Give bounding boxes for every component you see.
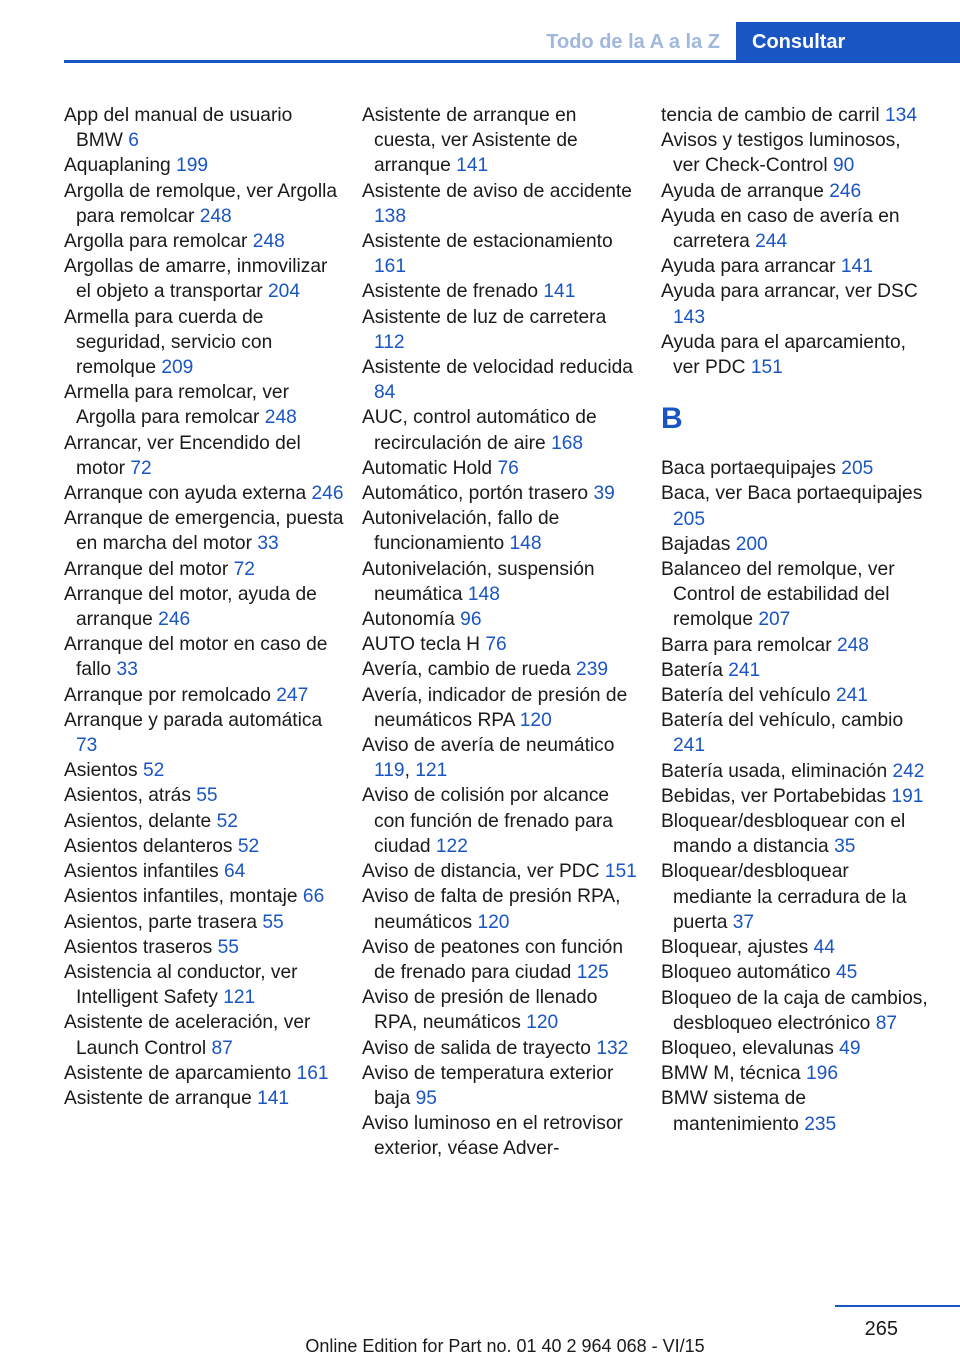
index-entry-text: Aviso luminoso en el retrovisor exterior, véase Adver- xyxy=(362,1113,623,1160)
page-link[interactable]: 35 xyxy=(834,836,856,858)
page-link[interactable]: 242 xyxy=(892,760,925,782)
index-entry xyxy=(64,884,344,909)
index-entry-text: Asistente de velocidad reducida xyxy=(362,357,633,379)
index-entry xyxy=(661,986,929,1036)
index-entry xyxy=(661,1036,929,1061)
index-entry-text: Asientos delanteros xyxy=(64,835,233,857)
index-entry-text: Autonivelación, fallo de funcionamiento xyxy=(362,508,560,555)
index-entry xyxy=(362,279,642,304)
index-entry-text: Argolla de remolque, ver Argolla para remolcar xyxy=(64,180,338,227)
index-entry-text: Automatic Hold xyxy=(362,457,493,479)
index-entry-text: Asistente de arranque en cuesta, ver Asistente de arranque xyxy=(362,105,578,177)
index-entry-text: Asientos, parte trasera xyxy=(64,911,258,933)
page-link[interactable]: 55 xyxy=(262,911,284,933)
index-entry xyxy=(661,179,929,204)
page-link[interactable]: 207 xyxy=(758,609,791,631)
page-link[interactable]: 148 xyxy=(509,533,542,555)
index-entry xyxy=(661,784,929,809)
edition-footer: Online Edition for Part no. 01 40 2 964 068 - VI/15 xyxy=(305,1336,705,1356)
page-link[interactable]: 44 xyxy=(813,937,835,959)
page-link[interactable]: 161 xyxy=(296,1062,329,1084)
page-link[interactable]: 209 xyxy=(161,357,194,379)
page-link[interactable]: 235 xyxy=(804,1113,837,1135)
page-link[interactable]: 120 xyxy=(477,911,510,933)
index-entry xyxy=(64,834,344,859)
index-entry xyxy=(362,179,642,229)
index-entry-text: Asistencia al conductor, ver Intelligent Safety xyxy=(64,961,298,1009)
index-entry-text: App del manual de usuario BMW xyxy=(64,105,293,152)
page-link[interactable]: 168 xyxy=(551,432,584,454)
page-link[interactable]: 248 xyxy=(199,205,232,227)
index-column-3 xyxy=(661,103,929,1137)
page-link[interactable]: 205 xyxy=(673,508,706,530)
page-link[interactable]: 134 xyxy=(884,105,917,126)
index-entry xyxy=(362,305,642,355)
index-entry xyxy=(661,532,929,557)
page-link[interactable]: 73 xyxy=(76,735,98,757)
tab-consultar[interactable]: Consultar xyxy=(736,22,960,62)
page-link[interactable]: 72 xyxy=(233,558,255,580)
page-link[interactable]: 55 xyxy=(217,936,239,958)
page-link[interactable]: 66 xyxy=(302,886,325,908)
index-entry-text: Asientos, delante xyxy=(64,810,212,832)
page-link[interactable]: 72 xyxy=(130,457,152,479)
index-entry xyxy=(661,128,929,178)
page-link[interactable]: 120 xyxy=(519,709,552,731)
index-entry-text: Asistente de luz de carretera xyxy=(362,306,607,328)
index-entry xyxy=(661,809,929,859)
index-entry xyxy=(64,103,344,153)
index-entry-text: Aquaplaning xyxy=(64,155,171,177)
page-link[interactable]: 199 xyxy=(176,155,209,177)
index-entry xyxy=(661,960,929,985)
index-entry-text: AUTO tecla H xyxy=(362,634,481,656)
index-entry-text: Arranque de emergencia, puesta en marcha del motor xyxy=(64,508,344,555)
page-link[interactable]: 121 xyxy=(223,987,256,1009)
page-link[interactable]: 76 xyxy=(485,634,507,656)
page-link[interactable]: 248 xyxy=(836,634,869,656)
page-link[interactable]: 87 xyxy=(211,1037,233,1059)
index-entry xyxy=(362,1036,642,1061)
page-link[interactable]: 121 xyxy=(415,760,448,782)
index-entry xyxy=(362,935,642,985)
page-link[interactable]: 148 xyxy=(467,583,500,605)
page-link[interactable]: 241 xyxy=(673,735,706,757)
index-entry-text: Bloquear, ajustes xyxy=(661,937,809,959)
index-entry-text: Aviso de distancia, ver PDC xyxy=(362,861,600,883)
index-list-a xyxy=(661,103,929,380)
index-entry xyxy=(362,607,642,632)
index-entry xyxy=(362,355,642,405)
index-entry xyxy=(661,456,929,481)
index-entry-text: Arranque por remolcado xyxy=(64,684,271,706)
index-entry-text: Batería xyxy=(661,659,723,681)
index-entry-text: Bloqueo de la caja de cambios, desbloqueo electrónico xyxy=(661,987,928,1034)
index-entry xyxy=(661,557,929,633)
index-entry xyxy=(661,1086,929,1136)
index-entry-text: Baca, ver Baca portaequipajes xyxy=(661,483,923,505)
page-number: 265 xyxy=(864,1318,898,1340)
header-divider xyxy=(64,60,960,63)
page-link[interactable]: 248 xyxy=(252,231,285,253)
index-entry xyxy=(64,1010,344,1060)
page-link[interactable]: 33 xyxy=(257,533,279,555)
index-entry xyxy=(362,657,642,682)
index-entry-text: Armella para remolcar, ver Argolla para remolcar xyxy=(64,382,289,429)
index-entry-text: Asientos infantiles xyxy=(64,861,219,883)
index-entry xyxy=(64,506,344,556)
page-link[interactable]: 141 xyxy=(257,1087,290,1109)
index-entry xyxy=(64,305,344,381)
index-entry xyxy=(64,582,344,632)
index-entry xyxy=(64,708,344,758)
index-entry-text: Aviso de temperatura exterior baja xyxy=(362,1062,614,1109)
index-entry-text: Bajadas xyxy=(661,533,731,555)
index-entry xyxy=(64,683,344,708)
index-entry-text: Asientos infantiles, montaje xyxy=(64,886,298,908)
index-entry xyxy=(661,935,929,960)
section-letter-b: B xyxy=(661,402,683,436)
index-entry-text: Aviso de presión de llenado RPA, neumáticos xyxy=(362,987,598,1034)
index-entry-text: Arrancar, ver Encendido del motor xyxy=(64,432,301,479)
index-entry xyxy=(64,481,344,506)
page-link[interactable]: 76 xyxy=(497,457,519,479)
index-entry xyxy=(661,1061,929,1086)
index-entry xyxy=(64,809,344,834)
index-entry-text: Armella para cuerda de seguridad, servicio con remolque xyxy=(64,306,273,379)
index-entry-text: Arranque del motor en caso de fallo xyxy=(64,634,328,681)
index-entry-text: BMW sistema de mantenimiento xyxy=(661,1088,807,1135)
index-entry xyxy=(661,279,929,329)
page-link[interactable]: 49 xyxy=(839,1037,861,1059)
page-link[interactable]: 196 xyxy=(806,1063,839,1085)
page-link[interactable]: 90 xyxy=(832,155,855,177)
index-entry xyxy=(362,783,642,859)
index-entry-text: Autonivelación, suspensión neumática xyxy=(362,558,595,605)
index-entry-text: Autonomía xyxy=(362,609,455,631)
page-link[interactable]: 138 xyxy=(374,205,407,227)
index-entry xyxy=(661,658,929,683)
page-link[interactable]: 39 xyxy=(593,483,615,505)
page-link[interactable]: 6 xyxy=(128,130,139,152)
index-entry-text: Bloqueo automático xyxy=(661,962,831,984)
index-entry xyxy=(362,229,642,279)
page-link[interactable]: 37 xyxy=(732,911,755,933)
page-link[interactable]: 96 xyxy=(460,609,482,631)
index-entry xyxy=(362,456,642,481)
page-link[interactable]: 45 xyxy=(835,962,858,984)
index-list-b xyxy=(661,456,929,1136)
index-entry-text: Asientos xyxy=(64,760,138,782)
index-entry xyxy=(661,859,929,935)
footer-divider xyxy=(835,1305,960,1307)
index-entry xyxy=(64,1086,344,1111)
index-entry-text: AUC, control automático de recirculación de aire xyxy=(362,407,597,454)
page-link[interactable]: 55 xyxy=(196,785,218,807)
index-entry-text: Batería del vehículo xyxy=(661,685,831,707)
index-entry xyxy=(362,683,642,733)
index-entry xyxy=(661,254,929,279)
index-entry xyxy=(64,254,344,304)
page-link[interactable]: 87 xyxy=(875,1012,898,1034)
index-entry-text: Asistente de aviso de accidente xyxy=(362,180,632,202)
index-entry-text: Asientos, atrás xyxy=(64,785,191,807)
page-link[interactable]: 120 xyxy=(526,1012,559,1034)
index-entry-text: Balanceo del remolque, ver Control de estabilidad del remolque xyxy=(661,559,895,631)
index-entry-text: Aviso de falta de presión RPA, neumáticos xyxy=(362,886,621,933)
page-link[interactable]: 122 xyxy=(435,835,468,857)
index-entry-text: Aviso de colisión por alcance con función de frenado para ciudad xyxy=(362,785,613,857)
index-entry xyxy=(661,103,929,128)
page-link[interactable]: 132 xyxy=(596,1037,629,1059)
index-entry xyxy=(64,229,344,254)
page-link[interactable]: 141 xyxy=(840,256,873,278)
page-link[interactable]: 241 xyxy=(728,659,761,681)
index-entry xyxy=(362,632,642,657)
index-entry-text: Baca portaequipajes xyxy=(661,458,836,480)
page-link[interactable]: 112 xyxy=(374,331,405,353)
index-entry xyxy=(64,1061,344,1086)
page-link[interactable]: 239 xyxy=(576,659,609,681)
page-link[interactable]: 248 xyxy=(264,407,297,429)
page-link[interactable]: 244 xyxy=(755,231,788,253)
index-entry xyxy=(64,380,344,430)
index-entry xyxy=(64,179,344,229)
index-column-1 xyxy=(64,103,344,1111)
page-link[interactable]: 84 xyxy=(374,382,396,404)
page-link[interactable]: 241 xyxy=(835,685,868,707)
index-entry xyxy=(661,330,929,380)
index-entry xyxy=(661,708,929,758)
index-entry xyxy=(64,632,344,682)
index-entry xyxy=(362,859,642,884)
page-link[interactable]: 151 xyxy=(604,861,637,883)
page-link[interactable]: 141 xyxy=(456,155,489,177)
index-entry xyxy=(661,683,929,708)
index-column-2 xyxy=(362,103,642,1162)
page-link[interactable]: 246 xyxy=(158,609,191,631)
page-link[interactable]: 205 xyxy=(841,458,874,480)
index-entry xyxy=(661,633,929,658)
index-entry-text: Aviso de peatones con función de frenado para ciudad xyxy=(362,936,623,983)
index-entry xyxy=(362,557,642,607)
index-entry xyxy=(362,1061,642,1111)
index-entry-text: Avisos y testigos luminosos, ver Check-Control xyxy=(661,130,901,177)
page-link[interactable]: 200 xyxy=(735,533,768,555)
page-header xyxy=(0,0,960,64)
index-entry: Aviso de avería de neumático 119, 121 xyxy=(362,735,615,782)
index-entry-text: tencia de cambio de carril xyxy=(661,105,880,126)
index-entry-text: Ayuda para arrancar, ver DSC xyxy=(661,281,918,303)
page-link[interactable]: 52 xyxy=(142,760,165,782)
page-link[interactable]: 119 xyxy=(374,760,405,782)
index-entry-text: Ayuda en caso de avería en carretera xyxy=(661,205,900,253)
page-link[interactable]: 191 xyxy=(891,785,924,807)
index-entry xyxy=(64,935,344,960)
index-entry-text: Batería usada, eliminación xyxy=(661,760,888,782)
index-entry xyxy=(64,859,344,884)
index-entry xyxy=(64,910,344,935)
index-entry-text: Arranque del motor, ayuda de arranque xyxy=(64,583,317,631)
index-entry xyxy=(64,153,344,178)
index-entry-text: Arranque y parada automática xyxy=(64,709,323,731)
index-entry xyxy=(64,431,344,481)
index-entry-text: Ayuda para arrancar xyxy=(661,256,836,278)
page-link[interactable]: 64 xyxy=(224,861,246,883)
index-entry-text: BMW M, técnica xyxy=(661,1063,801,1085)
index-entry xyxy=(362,1111,642,1161)
index-entry-text: Barra para remolcar xyxy=(661,634,832,656)
index-entry xyxy=(362,103,642,179)
index-entry xyxy=(362,405,642,455)
index-entry-text: Avería, cambio de rueda xyxy=(362,659,571,681)
index-entry-text: Asientos traseros xyxy=(64,936,213,958)
index-entry xyxy=(362,985,642,1035)
index-entry xyxy=(64,758,344,783)
index-entry-text: Asistente de frenado xyxy=(362,281,539,303)
page-link[interactable]: 141 xyxy=(543,281,576,303)
index-entry-text: Argollas de amarre, inmovilizar el objeto a transportar xyxy=(64,256,328,303)
page-link[interactable]: 52 xyxy=(216,810,238,832)
index-entry-text: Batería del vehículo, cambio xyxy=(661,710,904,732)
index-entry-text: Bloquear/desbloquear mediante la cerradura de la puerta xyxy=(661,861,907,933)
page-link[interactable]: 143 xyxy=(673,306,706,328)
index-entry-text: Asistente de aceleración, ver Launch Control xyxy=(64,1012,311,1059)
index-entry-text: Aviso de salida de trayecto xyxy=(362,1037,591,1059)
index-entry-text: Bebidas, ver Portabebidas xyxy=(661,785,887,807)
index-entry-text: Arranque con ayuda externa xyxy=(64,483,307,505)
page-link[interactable]: 161 xyxy=(374,256,407,278)
index-entry-text: Arranque del motor xyxy=(64,558,229,580)
page-link[interactable]: 247 xyxy=(276,684,309,706)
index-entry xyxy=(362,506,642,556)
tab-todo-de-la-a-a-la-z[interactable]: Todo de la A a la Z xyxy=(546,31,720,53)
page-link[interactable]: 52 xyxy=(237,835,260,857)
page-link[interactable]: 95 xyxy=(415,1087,437,1109)
page-link[interactable]: 246 xyxy=(829,180,862,202)
index-entry xyxy=(64,783,344,808)
page-link[interactable]: 125 xyxy=(576,961,609,983)
page-link[interactable]: 151 xyxy=(750,357,783,379)
index-entry xyxy=(661,481,929,531)
index-entry xyxy=(362,884,642,934)
index-entry-text: Argolla para remolcar xyxy=(64,231,248,253)
index-entry-text: Ayuda de arranque xyxy=(661,180,824,202)
index-entry-text: Avería, indicador de presión de neumáticos RPA xyxy=(362,684,628,731)
index-entry-text: Bloquear/desbloquear con el mando a distancia xyxy=(661,811,906,858)
index-entry-text: Aviso de avería de neumático xyxy=(362,735,615,757)
index-entry xyxy=(64,960,344,1010)
index-entry-text: Ayuda para el aparcamiento, ver PDC xyxy=(661,331,906,379)
index-entry xyxy=(661,759,929,784)
index-entry-text: Asistente de estacionamiento xyxy=(362,231,613,253)
page-link[interactable]: 204 xyxy=(268,281,301,303)
index-entry-text: Automático, portón trasero xyxy=(362,483,589,505)
index-entry-text: Asistente de aparcamiento xyxy=(64,1062,292,1084)
index-entry xyxy=(661,204,929,254)
index-entry-text: Bloqueo, elevalunas xyxy=(661,1037,834,1059)
index-entry xyxy=(362,481,642,506)
page-link[interactable]: 33 xyxy=(116,659,138,681)
page-link[interactable]: 246 xyxy=(311,483,344,505)
index-entry xyxy=(64,557,344,582)
index-entry-text: Asistente de arranque xyxy=(64,1087,252,1109)
